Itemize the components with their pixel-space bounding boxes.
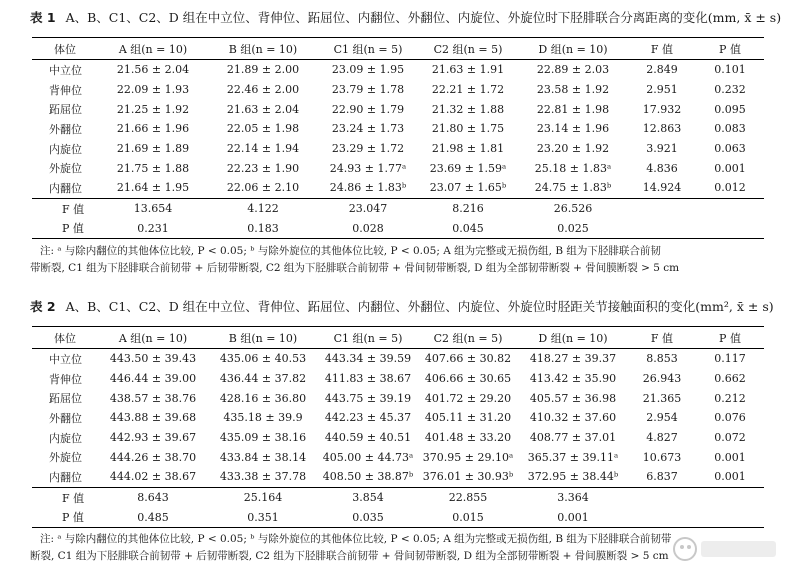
table2-cell: 435.06 ± 40.53: [219, 352, 307, 366]
table1-cell: 23.07 ± 1.65ᵇ: [418, 178, 518, 198]
table2-row-label: 中立位: [49, 352, 82, 366]
table1-cell: 0.001: [714, 161, 746, 175]
table1-header-cell: 体位: [32, 38, 98, 60]
table2-cell: 443.88 ± 39.68: [109, 411, 197, 425]
table1-cell: 0.232: [714, 83, 746, 97]
table1: [32, 37, 764, 239]
table2-cell: 0.072: [714, 431, 746, 445]
table2-row: [32, 349, 764, 369]
table2-cell: 408.77 ± 37.01: [529, 431, 617, 445]
table2-cell: 443.34 ± 39.59: [324, 352, 412, 366]
table1-cell: 22.46 ± 2.00: [226, 83, 300, 97]
table1-cell: 21.32 ± 1.88: [431, 102, 505, 116]
table1-cell: 2.951: [646, 83, 678, 97]
table1-note-line2: 带断裂, C1 组为下胫腓联合前韧带 + 后韧带断裂, C2 组为下胫腓联合前韧带 + 骨间韧带断裂, D 组为全部韧带断裂 + 骨间膜断裂 > 5 cm: [30, 262, 680, 274]
table1-cell: 21.89 ± 2.00: [226, 63, 300, 77]
table2-cell: 401.48 ± 33.20: [424, 431, 512, 445]
table2-row: [32, 447, 764, 467]
table1-cell: 2.849: [646, 63, 678, 77]
table2-row: [32, 467, 764, 487]
table1-row-label: 背伸位: [49, 83, 82, 97]
table2-stat-cell: 22.855: [448, 491, 488, 505]
table1-stat-cell: 8.216: [452, 202, 484, 216]
empty-cell: [696, 198, 764, 218]
table1-cell: 21.75 ± 1.88: [116, 161, 190, 175]
table2-note-line2: 断裂, C1 组为下胫腓联合前韧带 + 后韧带断裂, C2 组为下胫腓联合前韧带 + 骨间韧带断裂, D 组为全部韧带断裂 + 骨间膜断裂 > 5 cm: [30, 550, 669, 562]
table2-label: 表 2: [30, 299, 56, 314]
table1-cell: 17.932: [642, 102, 682, 116]
table1-stat-cell: 0.183: [208, 219, 318, 239]
table2-stat-cell: 0.485: [98, 508, 208, 528]
table2-cell: 443.50 ± 39.43: [109, 352, 197, 366]
table2-cell: 0.117: [714, 352, 746, 366]
table2-cell: 435.09 ± 38.16: [219, 431, 307, 445]
empty-cell: [628, 508, 696, 528]
table2-note-line1: 注: ᵃ 与除内翻位的其他体位比较, P < 0.05; ᵇ 与除外旋位的其他体位比较, P < 0.05; A 组为完整或无损伤组, B 组为下胫腓联合前韧带: [40, 533, 672, 545]
table2-caption: [30, 297, 774, 315]
table2-stat-label: F 值: [62, 491, 85, 505]
table1-row: [32, 178, 764, 198]
table1-cell: 22.14 ± 1.94: [226, 142, 300, 156]
table1-cell: 23.58 ± 1.92: [536, 83, 610, 97]
table1-row: [32, 139, 764, 159]
table1-cell: 0.012: [696, 178, 764, 198]
empty-cell: [628, 487, 696, 507]
table1-cell: 4.836: [646, 161, 678, 175]
table2-cell: 0.001: [714, 450, 746, 464]
table1-stat-cell: 4.122: [247, 202, 279, 216]
table2-cell: 401.72 ± 29.20: [424, 391, 512, 405]
table1-cell: 21.63 ± 2.04: [226, 102, 300, 116]
table2-cell: 0.076: [714, 411, 746, 425]
table1-cell: 21.63 ± 1.91: [431, 63, 505, 77]
table2-cell: 365.37 ± 39.11ᵃ: [527, 450, 619, 464]
table1-caption: [30, 8, 781, 26]
table2-row: [32, 428, 764, 448]
table1-cell: 22.21 ± 1.72: [431, 83, 505, 97]
table2-cell: 442.23 ± 45.37: [324, 411, 412, 425]
table2-cell: 376.01 ± 30.93ᵇ: [418, 467, 518, 487]
table1-cell: 21.80 ± 1.75: [431, 122, 505, 136]
table1-cell: 24.86 ± 1.83ᵇ: [318, 178, 418, 198]
table1-stat-cell: 13.654: [133, 202, 173, 216]
table2-stat-row: [32, 508, 764, 528]
table1-cell: 21.64 ± 1.95: [98, 178, 208, 198]
table2-stat-label: P 值: [32, 508, 98, 528]
table1-cell: 21.66 ± 1.96: [116, 122, 190, 136]
table1-cell: 22.90 ± 1.79: [331, 102, 405, 116]
table2-row-label: 外旋位: [49, 451, 82, 465]
table1-stat-row: [32, 198, 764, 218]
table2-row-label: 内旋位: [49, 431, 82, 445]
table2-stat-cell: 3.854: [352, 491, 384, 505]
table2-header-cell: C1 组(n = 5): [318, 327, 418, 349]
empty-cell: [628, 198, 696, 218]
table1-cell: 14.924: [628, 178, 696, 198]
table1-stat-cell: 0.025: [518, 219, 628, 239]
table1-label: 表 1: [30, 10, 56, 25]
table1-row-label: 中立位: [49, 63, 82, 77]
table2-cell: 0.212: [714, 391, 746, 405]
table2-stat-cell: 0.015: [418, 508, 518, 528]
table1-stat-cell: 0.231: [98, 219, 208, 239]
table1-row-label: 外翻位: [49, 122, 82, 136]
table2-cell: 6.837: [628, 467, 696, 487]
table2-header-cell: 体位: [32, 327, 98, 349]
table1-cell: 22.09 ± 1.93: [116, 83, 190, 97]
table2-header-cell: A 组(n = 10): [98, 327, 208, 349]
table1-row-label: 跖屈位: [49, 103, 82, 117]
table1-header-cell: A 组(n = 10): [98, 38, 208, 60]
table2-header-cell: F 值: [628, 327, 696, 349]
table1-row-label: 内翻位: [32, 178, 98, 198]
table1-note: [30, 243, 766, 277]
table1-cell: 12.863: [642, 122, 682, 136]
table1-note-line1: 注: ᵃ 与除内翻位的其他体位比较, P < 0.05; ᵇ 与除外旋位的其他体位比较, P < 0.05; A 组为完整或无损伤组, B 组为下胫腓联合前韧: [40, 245, 661, 257]
table1-cell: 23.09 ± 1.95: [331, 63, 405, 77]
table2-cell: 4.827: [646, 431, 678, 445]
table2-cell: 433.84 ± 38.14: [219, 450, 307, 464]
table1-cell: 3.921: [646, 142, 678, 156]
table2-body: [32, 349, 764, 488]
table2-cell: 0.662: [714, 372, 746, 386]
table1-cell: 21.69 ± 1.89: [116, 142, 190, 156]
table1-row: [32, 80, 764, 100]
empty-cell: [628, 219, 696, 239]
table1-cell: 0.101: [714, 63, 746, 77]
table1-cell: 22.89 ± 2.03: [536, 63, 610, 77]
table1-row: [32, 119, 764, 139]
table1-stat-cell: 26.526: [553, 202, 593, 216]
table2-cell: 8.853: [646, 352, 678, 366]
table2: [32, 326, 764, 528]
table1-cell: 23.20 ± 1.92: [536, 142, 610, 156]
table2-stats: [32, 487, 764, 527]
table1-stat-row: [32, 219, 764, 239]
table1-cell: 23.24 ± 1.73: [331, 122, 405, 136]
table1-header-cell: C2 组(n = 5): [418, 38, 518, 60]
table2-cell: 21.365: [642, 391, 682, 405]
table2-row-label: 内翻位: [32, 467, 98, 487]
table1-cell: 0.063: [714, 142, 746, 156]
table2-cell: 442.93 ± 39.67: [109, 431, 197, 445]
table2-stat-cell: 3.364: [557, 491, 589, 505]
table1-stat-label: F 值: [62, 202, 85, 216]
table2-cell: 2.954: [646, 411, 678, 425]
table2-cell: 26.943: [642, 372, 682, 386]
table2-cell: 406.66 ± 30.65: [424, 372, 512, 386]
table2-cell: 443.75 ± 39.19: [324, 391, 412, 405]
table1-row-label: 外旋位: [49, 162, 82, 176]
table1-cell: 24.93 ± 1.77ᵃ: [329, 161, 407, 175]
empty-cell: [696, 219, 764, 239]
table2-header-cell: B 组(n = 10): [208, 327, 318, 349]
watermark-logo-icon: [671, 531, 781, 567]
table2-cell: 444.26 ± 38.70: [109, 450, 197, 464]
table1-row: [32, 60, 764, 80]
table2-cell: 0.001: [696, 467, 764, 487]
table2-stat-cell: 0.035: [318, 508, 418, 528]
table2-cell: 10.673: [642, 450, 682, 464]
table2-row-label: 跖屈位: [49, 392, 82, 406]
table2-row: [32, 408, 764, 428]
table1-cell: 22.81 ± 1.98: [536, 102, 610, 116]
table2-cell: 440.59 ± 40.51: [324, 431, 412, 445]
table2-cell: 408.50 ± 38.87ᵇ: [318, 467, 418, 487]
empty-cell: [696, 487, 764, 507]
table1-cell: 0.095: [714, 102, 746, 116]
table1-cell: 23.14 ± 1.96: [536, 122, 610, 136]
table1-stat-cell: 23.047: [348, 202, 388, 216]
table2-header-cell: C2 组(n = 5): [418, 327, 518, 349]
empty-cell: [696, 508, 764, 528]
table1-cell: 23.29 ± 1.72: [331, 142, 405, 156]
table1-cell: 22.23 ± 1.90: [226, 161, 300, 175]
table1-stats: [32, 198, 764, 238]
table2-cell: 407.66 ± 30.82: [424, 352, 512, 366]
table2-cell: 372.95 ± 38.44ᵇ: [518, 467, 628, 487]
table2-cell: 405.00 ± 44.73ᵃ: [322, 450, 414, 464]
table1-cell: 0.083: [714, 122, 746, 136]
table2-row: [32, 388, 764, 408]
table2-cell: 444.02 ± 38.67: [98, 467, 208, 487]
table2-cell: 436.44 ± 37.82: [219, 372, 307, 386]
table1-cell: 22.06 ± 2.10: [208, 178, 318, 198]
table1-header-cell: F 值: [628, 38, 696, 60]
table1-body: [32, 60, 764, 199]
table1-header-cell: C1 组(n = 5): [318, 38, 418, 60]
table1-cell: 23.79 ± 1.78: [331, 83, 405, 97]
table2-stat-cell: 25.164: [243, 491, 283, 505]
table1-header-cell: P 值: [696, 38, 764, 60]
table2-stat-row: [32, 487, 764, 507]
table2-cell: 405.57 ± 36.98: [529, 391, 617, 405]
table1-stat-cell: 0.045: [418, 219, 518, 239]
table2-header-row: [32, 327, 764, 349]
table2-cell: 411.83 ± 38.67: [324, 372, 412, 386]
table2-cell: 410.32 ± 37.60: [529, 411, 617, 425]
table1-cell: 24.75 ± 1.83ᵇ: [518, 178, 628, 198]
table2-cell: 428.16 ± 36.80: [219, 391, 307, 405]
table1-cell: 21.25 ± 1.92: [116, 102, 190, 116]
table1-cell: 22.05 ± 1.98: [226, 122, 300, 136]
table2-cell: 438.57 ± 38.76: [109, 391, 197, 405]
table1-header-cell: D 组(n = 10): [518, 38, 628, 60]
table1-stat-cell: 0.028: [318, 219, 418, 239]
table1-caption-text: A、B、C1、C2、D 组在中立位、背伸位、跖屈位、内翻位、外翻位、内旋位、外旋位时下胫腓联合分离距离的变化(mm, x̄ ± s): [65, 10, 782, 25]
table2-stat-cell: 8.643: [137, 491, 169, 505]
table2-cell: 446.44 ± 39.00: [109, 372, 197, 386]
table2-cell: 433.38 ± 37.78: [208, 467, 318, 487]
table2-caption-text: A、B、C1、C2、D 组在中立位、背伸位、跖屈位、内翻位、外翻位、内旋位、外旋位时胫距关节接触面积的变化(mm², x̄ ± s): [65, 299, 774, 314]
table2-row-label: 背伸位: [49, 372, 82, 386]
table1-header-row: [32, 38, 764, 60]
table1-cell: 21.98 ± 1.81: [431, 142, 505, 156]
table2-stat-cell: 0.351: [208, 508, 318, 528]
table2-row: [32, 369, 764, 389]
table1-row: [32, 158, 764, 178]
table1-stat-label: P 值: [32, 219, 98, 239]
table2-note: [30, 531, 766, 565]
table1-row: [32, 99, 764, 119]
table2-cell: 370.95 ± 29.10ᵃ: [422, 450, 514, 464]
table2-stat-cell: 0.001: [518, 508, 628, 528]
table1-header-cell: B 组(n = 10): [208, 38, 318, 60]
table2-header-cell: D 组(n = 10): [518, 327, 628, 349]
table2-cell: 418.27 ± 39.37: [529, 352, 617, 366]
table2-cell: 413.42 ± 35.90: [529, 372, 617, 386]
table2-cell: 405.11 ± 31.20: [424, 411, 512, 425]
table2-header-cell: P 值: [696, 327, 764, 349]
table1-cell: 23.69 ± 1.59ᵃ: [429, 161, 507, 175]
table2-row-label: 外翻位: [49, 411, 82, 425]
table2-cell: 435.18 ± 39.9: [223, 411, 303, 425]
table1-cell: 25.18 ± 1.83ᵃ: [534, 161, 612, 175]
table1-cell: 21.56 ± 2.04: [116, 63, 190, 77]
table1-row-label: 内旋位: [49, 142, 82, 156]
